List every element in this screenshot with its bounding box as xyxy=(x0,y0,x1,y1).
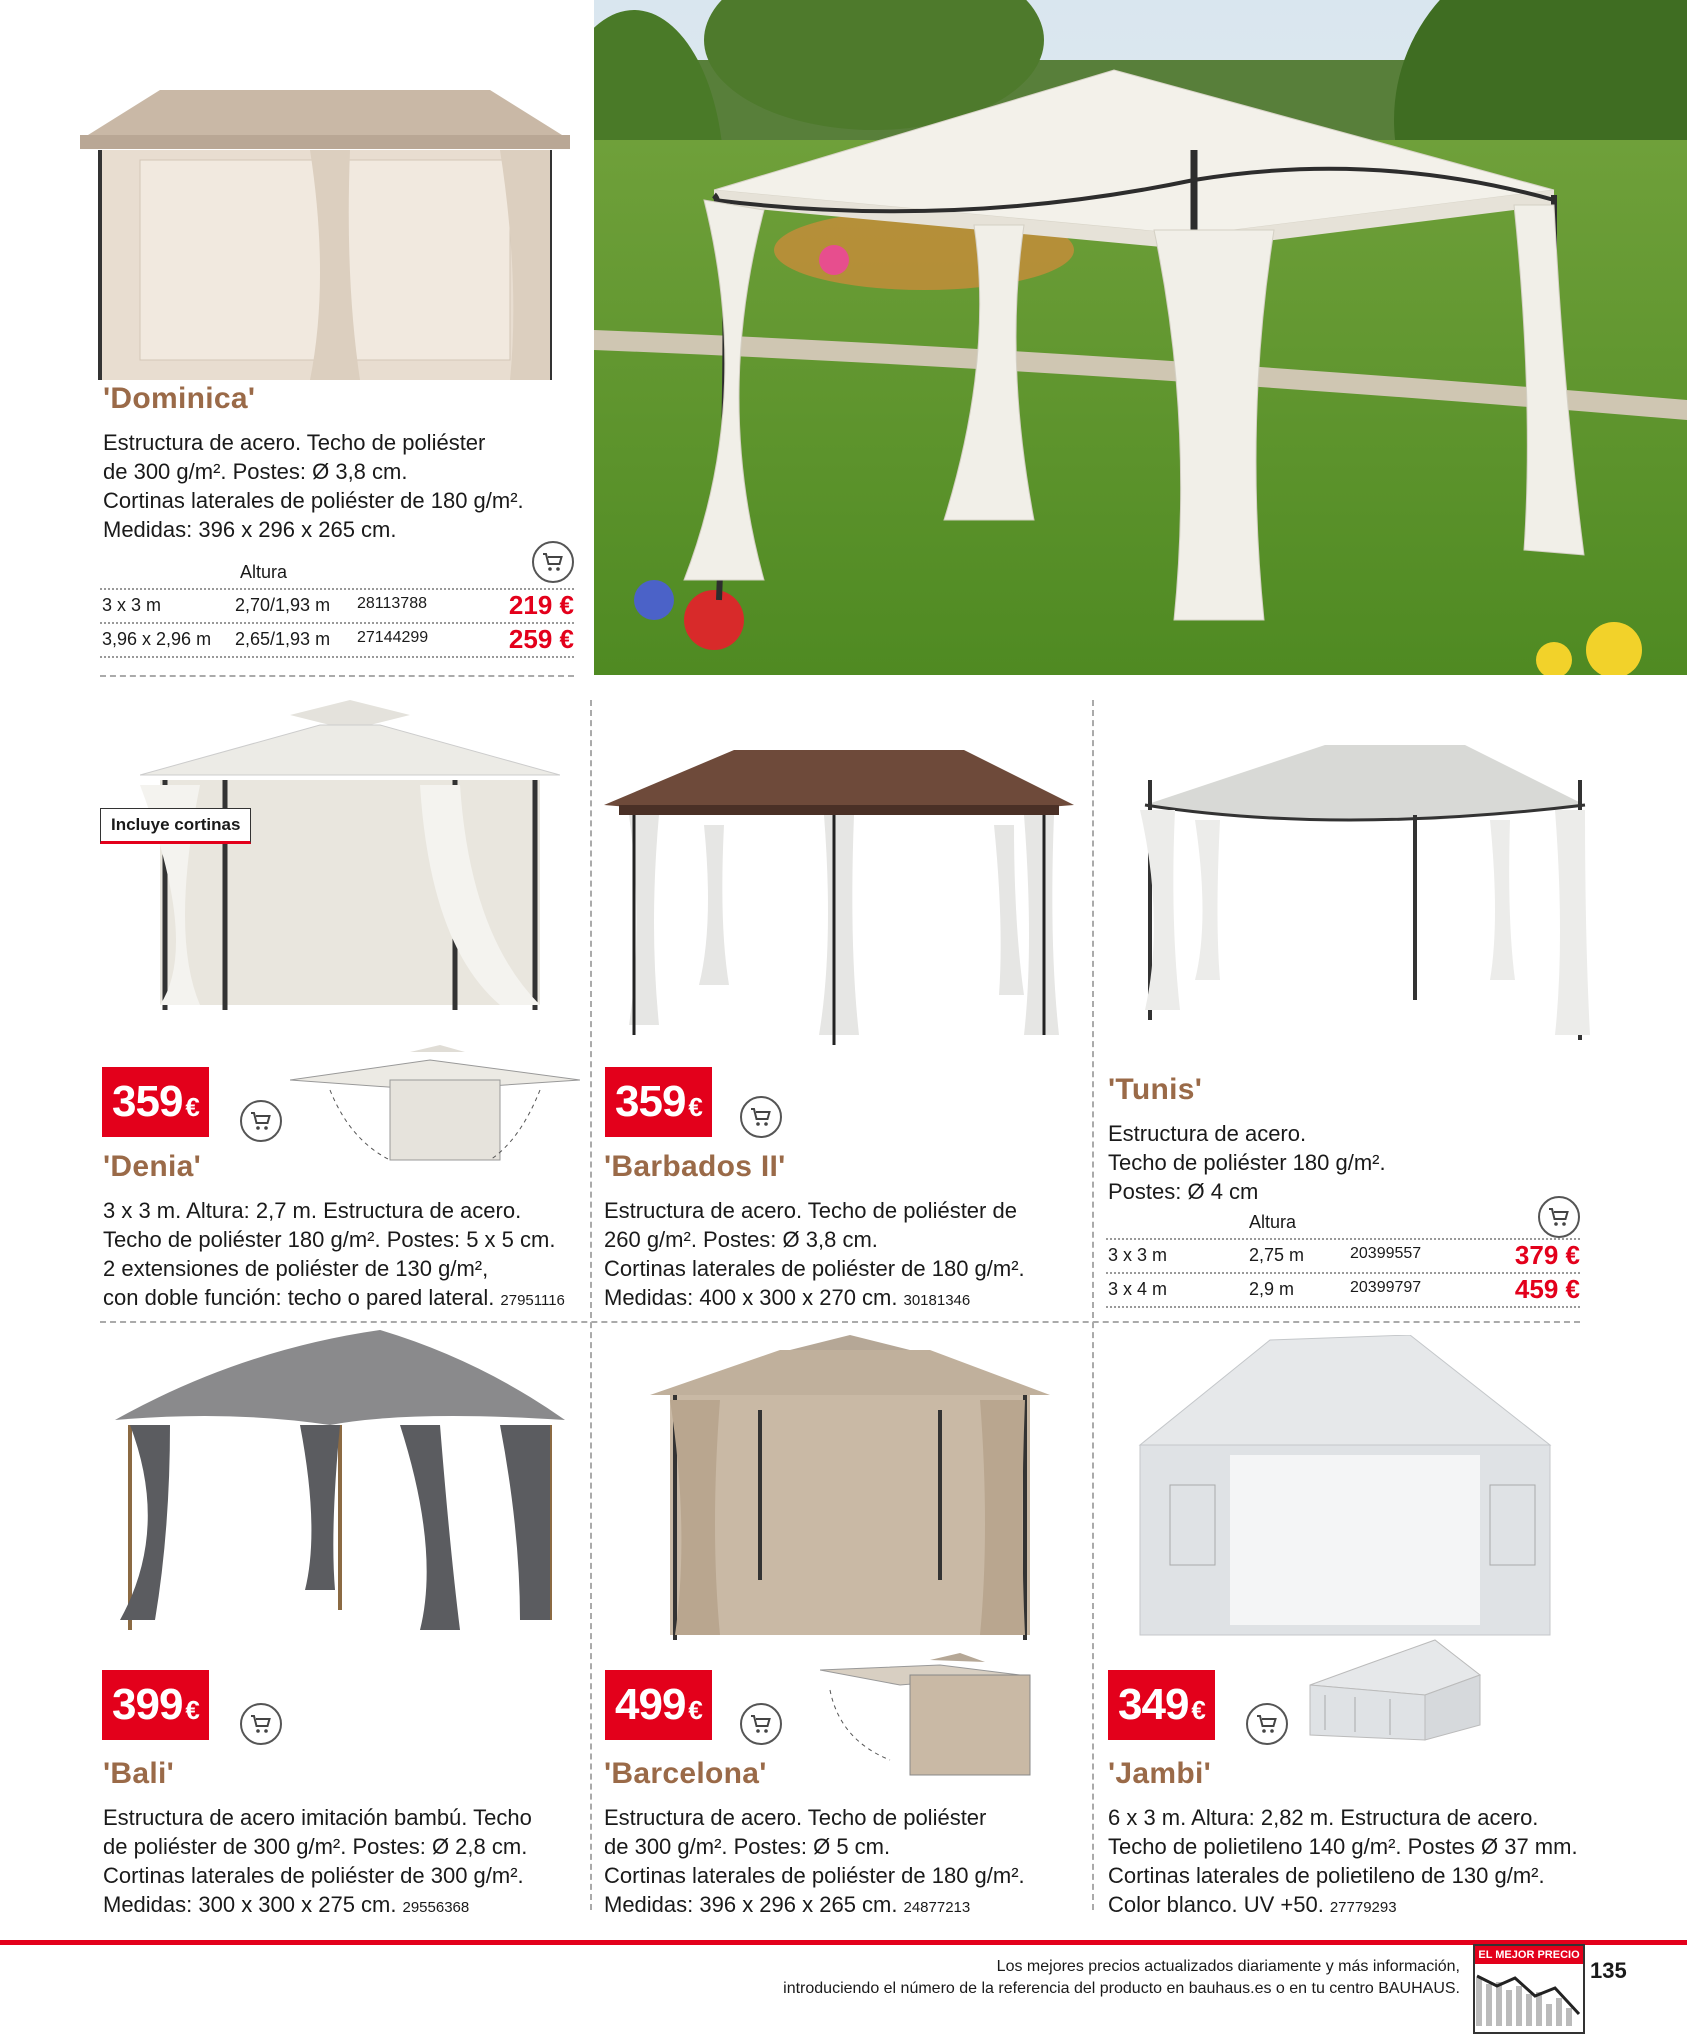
barcelona-price: 499 € xyxy=(605,1670,712,1740)
separator-col2 xyxy=(1092,700,1094,1910)
footer-note: Los mejores precios actualizados diariamente y más información, introduciendo el número de la referencia del producto en bauhaus.es o en tu centro BAUHAUS. xyxy=(783,1958,1460,1997)
separator-middle xyxy=(100,1321,1580,1323)
jambi-closed-tent-image xyxy=(1305,1635,1485,1745)
dominica-table xyxy=(100,562,574,658)
denia-extension-image xyxy=(290,1040,580,1165)
footer-rule xyxy=(0,1940,1687,1945)
barcelona-title: 'Barcelona' xyxy=(604,1757,767,1790)
tunis-table-header: Altura xyxy=(1249,1212,1297,1232)
bali-cart-button[interactable] xyxy=(240,1703,282,1745)
cart-icon xyxy=(749,1105,773,1129)
jambi-title: 'Jambi' xyxy=(1108,1757,1212,1790)
denia-gazebo-image xyxy=(140,695,560,1015)
barbados-price: 359 € xyxy=(605,1067,712,1137)
dominica-title: 'Dominica' xyxy=(103,382,256,415)
table-row: 3 x 3 m 2,70/1,93 m 28113788 219 € xyxy=(100,588,574,624)
separator-col1 xyxy=(590,700,592,1910)
jambi-description: 6 x 3 m. Altura: 2,82 m. Estructura de acero. Techo de polietileno 140 g/m². Postes Ø 37 mm. Cortinas laterales de polietileno de 130 g/m². Color blanco. UV +50. 27779293 xyxy=(1108,1805,1578,1917)
cart-icon xyxy=(1255,1712,1279,1736)
barbados-title: 'Barbados II' xyxy=(604,1150,786,1183)
best-price-label: EL MEJOR PRECIO xyxy=(1475,1946,1583,1964)
best-price-badge xyxy=(1473,1944,1585,2034)
barcelona-gazebo-image xyxy=(650,1330,1050,1645)
bali-price: 399 € xyxy=(102,1670,209,1740)
table-row: 3 x 4 m 2,9 m 20399797 459 € xyxy=(1106,1274,1580,1308)
barcelona-description: Estructura de acero. Techo de poliéster de 300 g/m². Postes: Ø 5 cm. Cortinas laterales de poliéster de 180 g/m². Medidas: 396 x 296 x 265 cm. 24877213 xyxy=(604,1805,1025,1917)
bali-description: Estructura de acero imitación bambú. Techo de poliéster de 300 g/m². Postes: Ø 2,8 cm. Cortinas laterales de poliéster de 300 g/m². Medidas: 300 x 300 x 275 cm. 29556368 xyxy=(103,1805,532,1917)
barbados-description: Estructura de acero. Techo de poliéster de 260 g/m². Postes: Ø 3,8 cm. Cortinas laterales de poliéster de 180 g/m². Medidas: 400 x 300 x 270 cm. 30181346 xyxy=(604,1198,1025,1310)
cart-icon xyxy=(749,1712,773,1736)
tunis-description: Estructura de acero. Techo de poliéster 180 g/m². Postes: Ø 4 cm xyxy=(1108,1121,1386,1204)
tunis-gazebo-image xyxy=(1135,740,1595,1040)
barcelona-cart-button[interactable] xyxy=(740,1703,782,1745)
tunis-table xyxy=(1106,1212,1580,1308)
price-graph-icon xyxy=(1475,1964,1583,2030)
dominica-table-header: Altura xyxy=(240,562,288,582)
barbados-gazebo-image xyxy=(604,745,1074,1045)
jambi-cart-button[interactable] xyxy=(1246,1703,1288,1745)
denia-price: 359 € xyxy=(102,1067,209,1137)
tunis-title: 'Tunis' xyxy=(1108,1073,1203,1106)
jambi-tent-image xyxy=(1130,1335,1560,1640)
barbados-cart-button[interactable] xyxy=(740,1096,782,1138)
table-row: 3 x 3 m 2,75 m 20399557 379 € xyxy=(1106,1238,1580,1274)
bali-gazebo-image xyxy=(110,1330,570,1635)
jambi-price: 349 € xyxy=(1108,1670,1215,1740)
dominica-description: Estructura de acero. Techo de poliéster de 300 g/m². Postes: Ø 3,8 cm. Cortinas laterales de poliéster de 180 g/m². Medidas: 396 x 296 x 265 cm. xyxy=(103,430,524,542)
barcelona-extension-image xyxy=(820,1650,1050,1780)
page-number: 135 xyxy=(1590,1958,1627,1983)
separator-top xyxy=(100,675,574,677)
denia-badge: Incluye cortinas xyxy=(100,808,251,844)
hero-garden-photo xyxy=(594,0,1687,675)
cart-icon xyxy=(249,1109,273,1133)
denia-title: 'Denia' xyxy=(103,1150,202,1183)
dominica-gazebo-image xyxy=(80,80,570,390)
denia-cart-button[interactable] xyxy=(240,1100,282,1142)
table-row: 3,96 x 2,96 m 2,65/1,93 m 27144299 259 € xyxy=(100,624,574,658)
cart-icon xyxy=(249,1712,273,1736)
bali-title: 'Bali' xyxy=(103,1757,175,1790)
denia-description: 3 x 3 m. Altura: 2,7 m. Estructura de acero. Techo de poliéster 180 g/m². Postes: 5 x 5 cm. 2 extensiones de poliéster de 130 g/m², con doble función: techo o pared lateral. 27951116 xyxy=(103,1198,565,1310)
